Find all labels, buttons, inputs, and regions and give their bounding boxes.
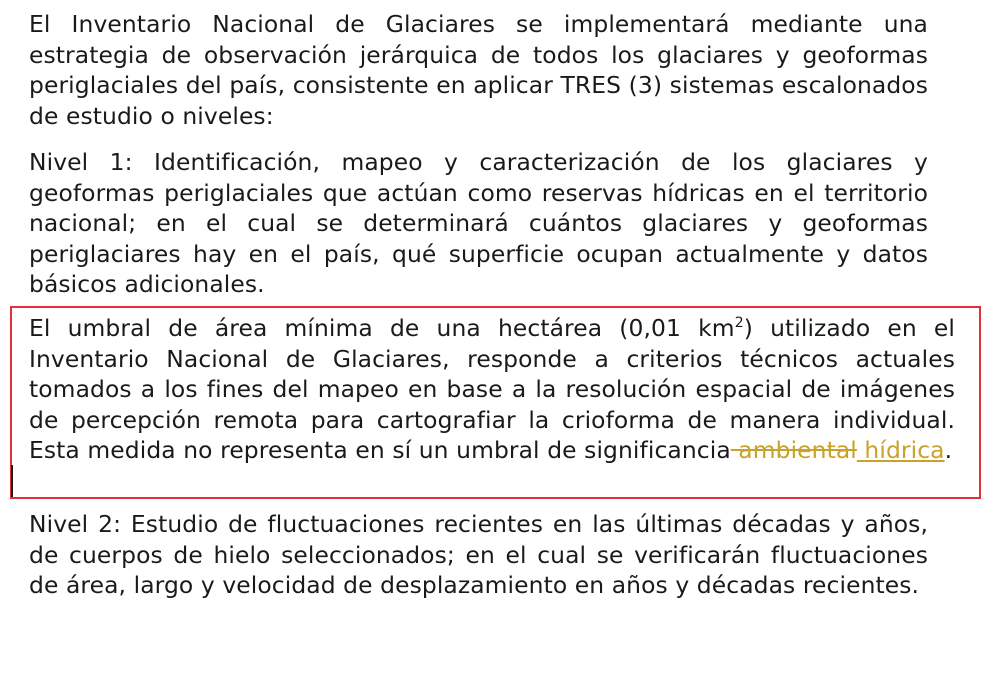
paragraph-nivel-2: Nivel 2: Estudio de fluctuaciones recientes en las últimas décadas y años, de cuerpos de hielo seleccionados; en el cual se verificarán fluctuaciones de área, largo y velocidad de desplazamiento en años y décadas recientes. — [29, 510, 928, 599]
umbral-text-middle: ) utilizado en el Inventario Nacional de Glaciares, responde a criterios técnicos actuales tomados a los fines del mapeo en base a la resolución espacial de imágenes de percepción remota para cartografiar la crioforma de manera individual. Esta medida no representa en sí un umbral de significancia — [29, 314, 955, 464]
change-bar-marker — [11, 465, 13, 497]
deleted-word: ambiental — [730, 436, 857, 464]
umbral-text-start: El umbral de área mínima de una hectárea (0,01 km — [29, 314, 735, 342]
paragraph-nivel-1: Nivel 1: Identificación, mapeo y caracterización de los glaciares y geoformas periglaciales que actúan como reservas hídricas en el territorio nacional; en el cual se determinará cuántos glaciares y geoformas periglaciares hay en el país, qué superficie ocupan actualmente y datos básicos adicionales. — [29, 148, 928, 298]
umbral-text-end: . — [944, 436, 953, 464]
paragraph-umbral — [29, 313, 955, 466]
inserted-word: hídrica — [856, 436, 945, 464]
superscript-2: 2 — [734, 315, 744, 332]
paragraph-intro: El Inventario Nacional de Glaciares se implementará mediante una estrategia de observación jerárquica de todos los glaciares y geoformas periglaciales del país, consistente en aplicar TRES (3) sistemas escalonados de estudio o niveles: — [29, 10, 928, 130]
